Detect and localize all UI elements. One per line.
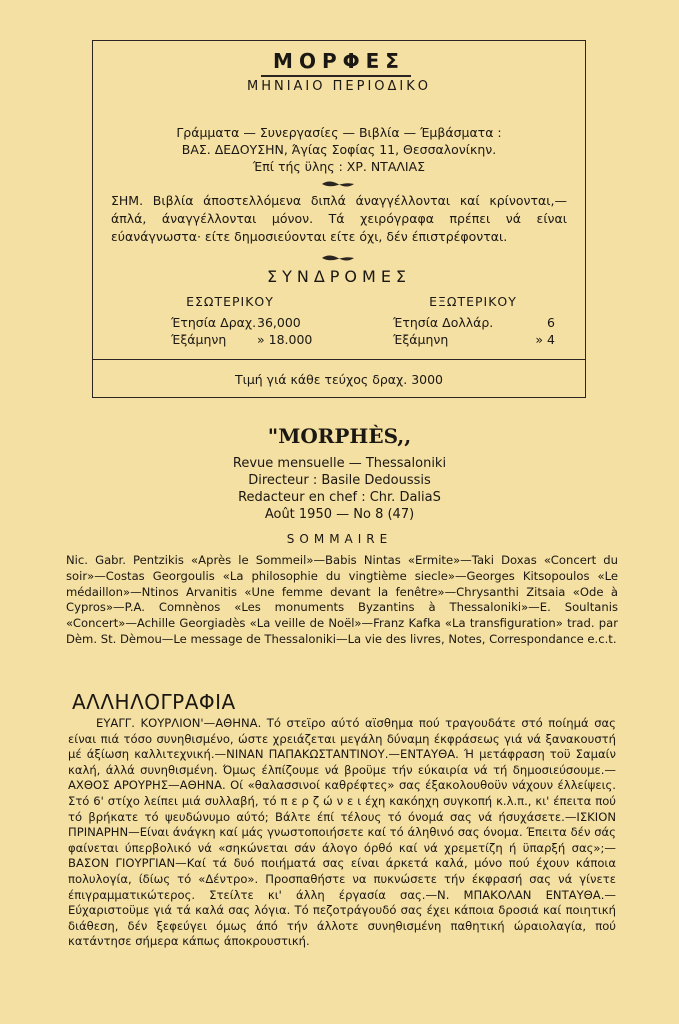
masthead-box xyxy=(92,40,586,398)
price-divider xyxy=(93,359,585,360)
magazine-title: ΜΟΡΦΕΣ xyxy=(273,49,405,73)
foreign-half-value: » 4 xyxy=(535,332,555,347)
domestic-annual-value: 36,000 xyxy=(257,315,301,330)
ornament-icon xyxy=(320,253,356,263)
magazine-subtitle: ΜΗΝΙΑΙΟ ΠΕΡΙΟΔΙΚΟ xyxy=(246,79,432,94)
french-issue-line: Août 1950 — No 8 (47) xyxy=(264,507,415,522)
contents-line: Γράμματα — Συνεργασίες — Βιβλία — Έμβάσματα : xyxy=(176,125,502,140)
french-title: "MORPHÈS,, xyxy=(267,424,412,448)
domestic-half-label: Έξάμηνη xyxy=(171,332,227,347)
domestic-half-value: » 18.000 xyxy=(257,332,313,347)
ornament-icon xyxy=(320,179,356,189)
domestic-annual-label: Έτησία Δραχ. xyxy=(171,315,257,330)
domestic-half-row xyxy=(135,331,325,348)
editor-line: Έπί τής ϋλης : ΧΡ. ΝΤΑΛΙΑΣ xyxy=(252,159,426,174)
issue-price: Τιμή γιά κάθε τεύχος δραχ. 3000 xyxy=(234,372,444,387)
subscriptions-title: ΣΥΝΔΡΟΜΕΣ xyxy=(266,267,412,286)
editorial-note: ΣΗΜ. Βιβλία άποστελλόμενα διπλά άναγγέλλονται καί κρίνονται,— άπλά, άναγγέλλονται μόνον. Τά χειρόγραφα πρέπει νά είναι εύανάγνωστα· είτε δημοσιεύονται είτε όχι, δέν έπιστρέφονται. xyxy=(111,193,567,244)
foreign-annual-value: 6 xyxy=(547,315,555,330)
foreign-half-row xyxy=(383,331,563,348)
address-line: ΒΑΣ. ΔΕΔΟΥΣΗΝ, Άγίας Σοφίας 11, Θεσσαλονίκην. xyxy=(181,142,497,157)
french-revue-line: Revue mensuelle — Thessaloniki xyxy=(232,456,447,471)
french-director-line: Directeur : Basile Dedoussis xyxy=(248,473,431,488)
title-underline xyxy=(261,75,411,77)
sommaire-text: Nic. Gabr. Pentzikis «Après le Sommeil»—Babis Nintas «Ermite»—Taki Doxas «Concert du soir»—Costas Georgoulis «La philosophie du vingtième siecle»—Georges Kitsopoulos «Le médaillon»—Ntinos Arvanitis «Une femme devant la fenêtre»—Chrysanthi Zitsaia «Ode à Cypros»—P.A. Comnènos «Les monuments Byzantins à Thessaloniki»—E. Soultanis «Concert»—Achille Georgiadès «La veille de Noël»—Franz Kafka «La transfiguration» trad. par Dèm. St. Dèmou—Le message de Thessaloniki—La vie des livres, Notes, Correspondance e.c.t. xyxy=(66,553,618,646)
foreign-half-label: Έξάμηνη xyxy=(393,332,449,347)
foreign-subscriptions xyxy=(383,293,563,348)
correspondence-heading: ΑΛΛΗΛΟΓΡΑΦΙΑ xyxy=(72,690,236,714)
domestic-annual-row xyxy=(135,314,325,331)
domestic-subscriptions xyxy=(135,293,325,348)
foreign-annual-label: Έτησία Δολλάρ. xyxy=(393,315,494,330)
foreign-heading: ΕΞΩΤΕΡΙΚΟΥ xyxy=(429,294,517,309)
sommaire-heading: SOMMAIRE xyxy=(286,532,393,546)
domestic-heading: ΕΣΩΤΕΡΙΚΟΥ xyxy=(186,294,274,309)
foreign-annual-row xyxy=(383,314,563,331)
french-redacteur-line: Redacteur en chef : Chr. DaliaS xyxy=(238,490,441,505)
correspondence-text: ΕΥΑΓΓ. ΚΟΥΡΛΙΟΝ'—ΑΘΗΝΑ. Τό στεϊρο αύτό αϊσθημα πού τραγουδάτε στό ποίημά σας είναι πιά τόσο συνηθισμένο, ώστε χρειάζεται μεγάλη δύναμη έκφράσεως γιά νά ξανακουστή μέ άξίωση καλλιτεχνική.—ΝΙΝΑΝ ΠΑΠΑΚΩΣΤΑΝΤΙΝΟΥ.—ΕΝΤΑΥΘΑ. Ή μετάφραση τοϋ Σαμαίν καλή, άλλά συνηθισμένη. Όμως έλπίζουμε νά βροϋμε τήν εύκαιρία νά τή δημοσιεύσουμε.—ΑΧΘΟΣ ΑΡΟΥΡΗΣ—ΑΘΗΝΑ. Οί «θαλασσινοί καθρέφτες» σας έξακολουθοϋν νάχουν έλλείψεις. Στό 6' στίχο λείπει μιά συλλαβή, τό π ε ρ ζ ώ ν ε ι έχη κακόηχη συγκοπή κ.λ.π., κι' έπειτα πού τό βρήκατε τό ψευδώνυμο αύτό; Βάλτε έπί τέλους τό όνομά σας νά ήσυχάσετε.—ΙΣΚΙΟΝ ΠΡΙΝΑΡΗΝ—Είναι άνάγκη καί μάς γνωστοποιήσετε καί τό άληθινό σας όνομα. Έπειτα δέν σάς φαίνεται ύπερβολικό νά «σηκώνεται σάν άλογο όρθό καί νά χρεμετίζη ή ϋπαρξή σας»;— ΒΑΣΟΝ ΓΙΟΥΡΓΙΑΝ—Καί τά δυό ποιήματά σας είναι άρκετά καλά, μόνο πού έχουν κάποια πολυλογία, ίδίως τό «Δέντρο». Προσπαθήστε να πυκνώσετε τήν έκφρασή σας νά γίνετε έπιγραμματικώτερος. Στείλτε κι' άλλη έργασία σας.—Ν. ΜΠΑΚΟΛΑΝ ΕΝΤΑΥΘΑ.— Εύχαριστοϋμε γιά τά καλά σας λόγια. Τό πεζοτράγουδό σας έχει κάποια δροσιά καί ποιητική διάθεση, δέν ξεφεύγει όμως άπό τήν άλλοτε συνηθισμένη παθητική ώραιολαγία, πού κατάντησε σήμερα κάπως άποκρουστική. xyxy=(68,716,616,949)
